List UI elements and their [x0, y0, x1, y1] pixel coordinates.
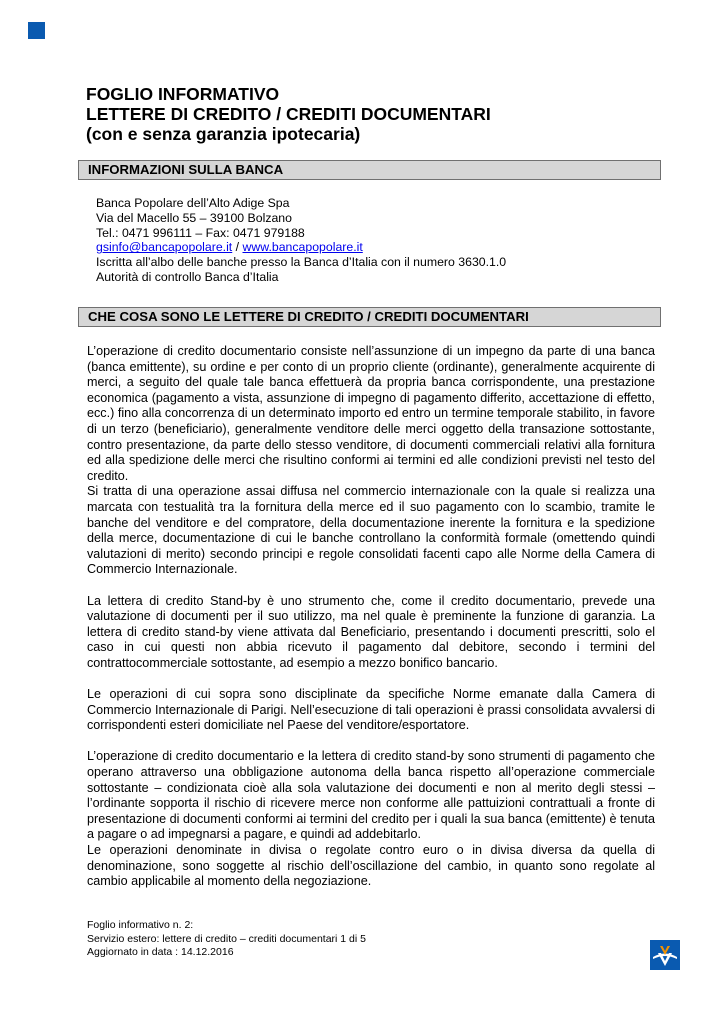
title-line-1: FOGLIO INFORMATIVO	[86, 84, 280, 104]
bank-name: Banca Popolare dell’Alto Adige Spa	[96, 196, 290, 210]
title-line-3: (con e senza garanzia ipotecaria)	[86, 124, 361, 144]
footer	[87, 919, 366, 960]
paragraph-5: L’operazione di credito documentario e la lettera di credito stand-by sono strumenti di pagamento che operano attraverso una obbligazione autonoma della banca rispetto all’operazione commerciale sottostante – condizionata cioè alla sola valutazione dei documenti e non al merito degli stessi – l’ordinante sopporta il rischio di ricevere merce non conforme alle pattuizioni contrattuali a fronte di presentazione di documenti conformi ai termini del credito per i quali la sua banca (emittente) è tenuta a pagare o ad impegnarsi a pagare, e quindi ad addebitarlo.	[87, 749, 655, 842]
email-link[interactable]: gsinfo@bancapopolare.it	[96, 240, 233, 255]
page-title	[86, 84, 491, 144]
paragraph-6: Le operazioni denominate in divisa o regolate contro euro o in divisa diversa da quella di denominazione, sono soggette al rischio dell’oscillazione del cambio, in quanto sono regolate al cambio applicabile al momento della negoziazione.	[87, 843, 655, 889]
footer-line-3: Aggiornato in data : 14.12.2016	[87, 946, 234, 958]
section-header-bank-info: INFORMAZIONI SULLA BANCA	[78, 160, 661, 180]
bank-address: Via del Macello 55 – 39100 Bolzano	[96, 210, 292, 225]
title-line-2: LETTERE DI CREDITO / CREDITI DOCUMENTARI	[86, 104, 491, 124]
bank-authority: Autorità di controllo Banca d’Italia	[96, 269, 279, 284]
body-text	[87, 344, 655, 890]
bank-logo-icon	[650, 940, 680, 970]
link-separator: /	[232, 240, 243, 255]
paragraph-3: La lettera di credito Stand-by è uno strumento che, come il credito documentario, prevede una valutazione di documenti per il suo utilizzo, ma nel quale è preminente la funzione di garanzia. La lettera di credito stand-by viene attivata dal Beneficiario, presentando i documenti prescritti, solo el caso in cui questi non abbia ricevuto il pagamento dal debitore, secondo i termini del contrattocommerciale sottostante, ad esempio a mezzo bonifico bancario.	[87, 593, 655, 670]
bank-phone-fax: Tel.: 0471 996111 – Fax: 0471 979188	[96, 225, 305, 240]
footer-line-1: Foglio informativo n. 2:	[87, 919, 194, 931]
bank-info-block	[96, 196, 506, 285]
paragraph-2: Si tratta di una operazione assai diffusa nel commercio internazionale con la quale si realizza una marcata con testualità tra la fornitura della merce ed il suo pagamento con lo scambio, tramite le banche del venditore e del compratore, della documentazione inerente la fornitura e la spedizione della merce, documentazione di cui le banche controllano la conformità formale (omettendo quindi valutazioni di merito) secondo principi e regole consolidati facenti capo alle Norme della Camera di Commercio Internazionale.	[87, 484, 655, 577]
bank-links	[96, 240, 506, 255]
paragraph-4: Le operazioni di cui sopra sono disciplinate da specifiche Norme emanate dalla Camera di Commercio Internazionale di Parigi. Nell’esecuzione di tali operazioni è prassi consolidata avvalersi di corrispondenti esteri domiciliate nel Paese del venditore/esportatore.	[87, 687, 655, 733]
section-header-what: CHE COSA SONO LE LETTERE DI CREDITO / CREDITI DOCUMENTARI	[78, 307, 661, 327]
website-link[interactable]: www.bancapopolare.it	[242, 240, 363, 255]
blue-square-icon	[28, 22, 45, 39]
bank-registry: Iscritta all’albo delle banche presso la Banca d’Italia con il numero 3630.1.0	[96, 255, 507, 270]
footer-line-2: Servizio estero: lettere di credito – crediti documentari 1 di 5	[87, 932, 366, 945]
paragraph-1: L’operazione di credito documentario consiste nell’assunzione di un impegno da parte di una banca (banca emittente), su ordine e per conto di un proprio cliente (ordinante), generalmente acquirente di merci, a seguito del quale tale banca effettuerà da propria banca corrispondente, una prestazione economica (pagamento a vista, assunzione di impegno di pagamento differito, accettazione di effetto, ecc.) fino alla concorrenza di un determinato importo ed entro un termine temporale stabilito, in favore di un terzo (beneficiario), generalmente venditore delle merci oggetto della transazione sottostante, contro presentazione, da parte dello stesso venditore, di documenti commerciali relativi alla fornitura ed alla spedizione delle merci che risultino conformi ai termini ed alle condizioni previsti nel testo del credito.	[87, 344, 655, 483]
